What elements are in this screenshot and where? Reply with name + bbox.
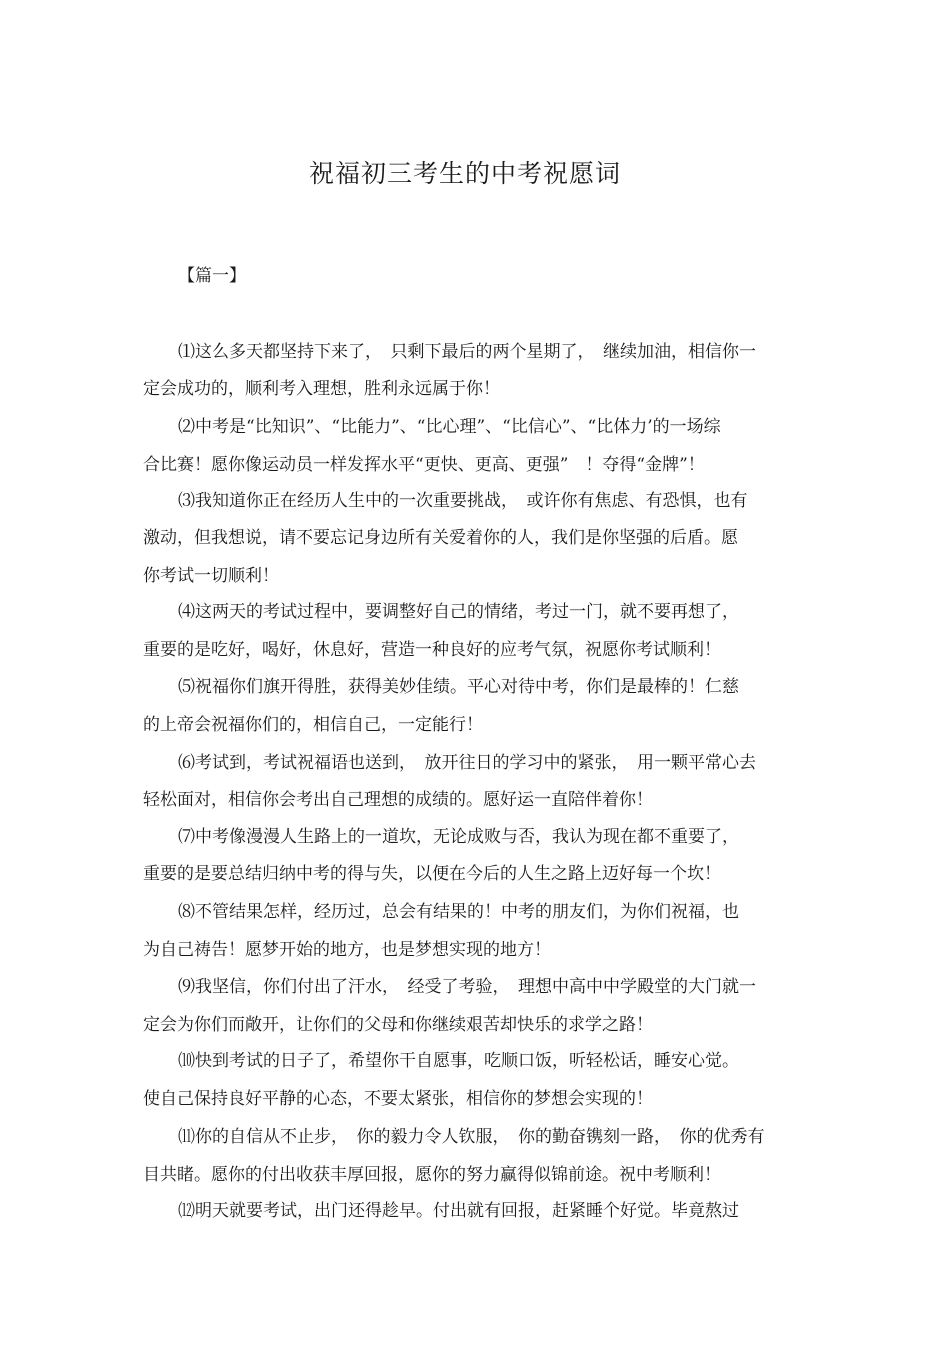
- section-heading: 【篇一】: [178, 266, 246, 286]
- paragraph-4-line-1: ⑷这两天的考试过程中，要调整好自己的情绪，考过一门，就不要再想了，: [178, 602, 739, 622]
- paragraph-11-line-1: ⑾你的自信从不止步， 你的毅力令人钦服， 你的勤奋镌刻一路， 你的优秀有: [178, 1127, 765, 1147]
- paragraph-9-line-2: 定会为你们而敞开，让你们的父母和你继续艰苦却快乐的求学之路！: [143, 1015, 653, 1035]
- paragraph-9-line-1: ⑼我坚信，你们付出了汗水， 经受了考验， 理想中高中中学殿堂的大门就一: [178, 977, 756, 997]
- paragraph-7-line-1: ⑺中考像漫漫人生路上的一道坎，无论成败与否，我认为现在都不重要了，: [178, 827, 739, 847]
- paragraph-10-line-1: ⑽快到考试的日子了，希望你干自愿事，吃顺口饭，听轻松话，睡安心觉。: [178, 1051, 739, 1071]
- paragraph-4-line-2: 重要的是吃好，喝好，休息好，营造一种良好的应考气氛，祝愿你考试顺利！: [143, 640, 721, 660]
- paragraph-8-line-1: ⑻不管结果怎样，经历过，总会有结果的！中考的朋友们，为你们祝福，也: [178, 902, 739, 922]
- paragraph-11-line-2: 目共睹。愿你的付出收获丰厚回报，愿你的努力赢得似锦前途。祝中考顺利！: [143, 1165, 721, 1185]
- paragraph-7-line-2: 重要的是要总结归纳中考的得与失，以便在今后的人生之路上迈好每一个坎！: [143, 864, 721, 884]
- paragraph-10-line-2: 使自己保持良好平静的心态，不要太紧张，相信你的梦想会实现的！: [143, 1089, 653, 1109]
- paragraph-3-line-3: 你考试一切顺利！: [143, 566, 279, 586]
- document-title: 祝福初三考生的中考祝愿词: [308, 159, 621, 188]
- paragraph-2-line-1: ⑵中考是“比知识”、“比能力”、“比心理”、“比信心”、“比体力’的一场综: [178, 417, 721, 437]
- paragraph-5-line-2: 的上帝会祝福你们的，相信自己，一定能行！: [143, 715, 483, 735]
- paragraph-6-line-1: ⑹考试到，考试祝福语也送到， 放开往日的学习中的紧张， 用一颗平常心去: [178, 753, 756, 773]
- paragraph-3-line-1: ⑶我知道你正在经历人生中的一次重要挑战， 或许你有焦虑、有恐惧，也有: [178, 491, 748, 511]
- paragraph-8-line-2: 为自己祷告！愿梦开始的地方，也是梦想实现的地方！: [143, 940, 551, 960]
- paragraph-6-line-2: 轻松面对，相信你会考出自己理想的成绩的。愿好运一直陪伴着你！: [143, 790, 653, 810]
- paragraph-5-line-1: ⑸祝福你们旗开得胜，获得美妙佳绩。平心对待中考，你们是最棒的！仁慈: [178, 677, 739, 697]
- paragraph-3-line-2: 激动，但我想说，请不要忘记身边所有关爱着你的人，我们是你坚强的后盾。愿: [143, 528, 738, 548]
- paragraph-2-line-2: 合比赛！愿你像运动员一样发挥水平“更快、更高、更强” ！夺得“金牌”！: [143, 455, 705, 475]
- paragraph-12-line-1: ⑿明天就要考试，出门还得趁早。付出就有回报，赶紧睡个好觉。毕竟熬过: [178, 1201, 739, 1221]
- paragraph-1-line-1: ⑴这么多天都坚持下来了， 只剩下最后的两个星期了， 继续加油，相信你一: [178, 342, 756, 362]
- paragraph-1-line-2: 定会成功的，顺利考入理想，胜利永远属于你！: [143, 379, 500, 399]
